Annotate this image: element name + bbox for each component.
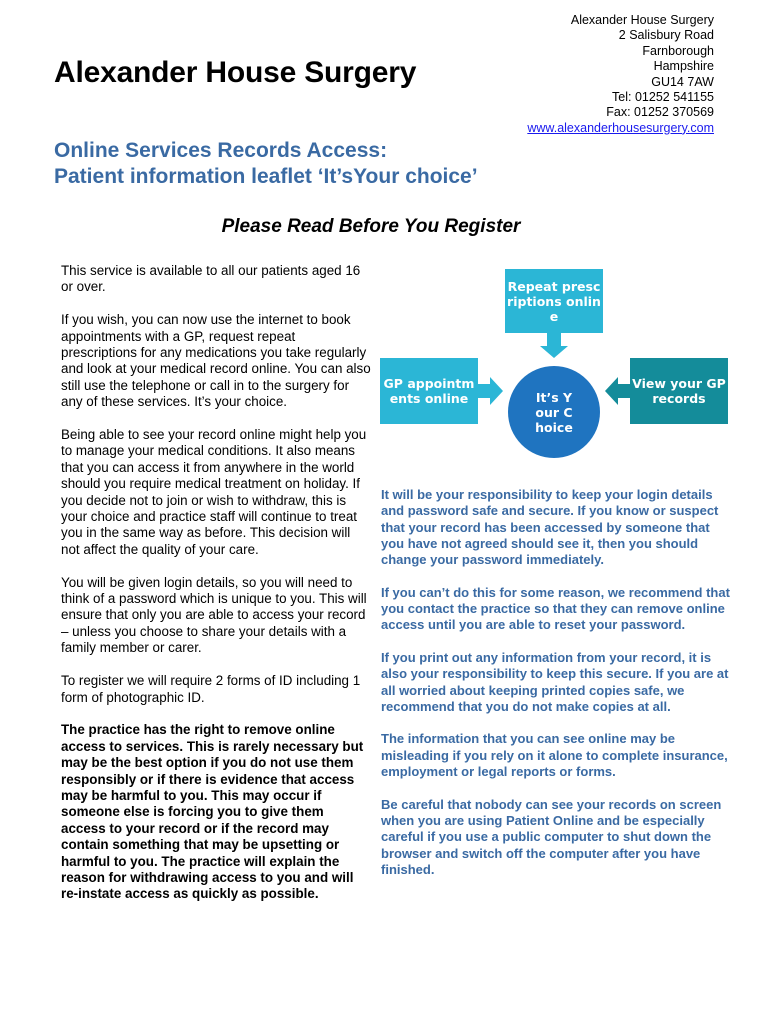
page-title: Alexander House Surgery — [54, 56, 417, 89]
your-choice-circle — [508, 366, 600, 458]
read-notice: Please Read Before You Register — [221, 216, 521, 237]
subtitle-line-2: Patient information leaflet ‘It’sYour choice’ — [54, 165, 478, 188]
address-postcode: GU14 7AW — [651, 74, 714, 89]
address-fax: Fax: 01252 370569 — [606, 105, 714, 120]
paragraph-contact-practice: If you can’t do this for some reason, we recommend that you contact the practice so that they can remove online access until you are able to reset your password. — [381, 584, 730, 633]
paragraph-registration-id: To register we will require 2 forms of ID including 1 form of photographic ID. — [61, 673, 361, 705]
address-county: Hampshire — [653, 59, 714, 74]
paragraph-login: You will be given login details, so you will need to think of a password which is unique to you. This will ensure that only you are able to access your record – unless you choose to share your details with a family member or carer. — [61, 574, 367, 656]
right-column — [381, 487, 731, 894]
arrow-down — [540, 333, 568, 358]
subtitle-line-1: Online Services Records Access: — [54, 139, 388, 162]
paragraph-services: If you wish, you can now use the internet to book appointments with a GP, request repeat prescriptions for any medications you take regularly and look at your medical record online. You can also still use the telephone or call in to the surgery for any of these services. It’s your choice. — [61, 312, 371, 410]
address-name: Alexander House Surgery — [570, 13, 714, 27]
website-link[interactable]: www.alexanderhousesurgery.com — [527, 120, 714, 135]
address-street: 2 Salisbury Road — [618, 28, 714, 43]
your-choice-label: It’s Your Choice — [535, 389, 573, 435]
gp-appointments-box — [380, 358, 478, 424]
paragraph-misleading-info: The information that you can see online may be misleading if you rely on it alone to complete insurance, employment or legal reports or forms. — [381, 731, 728, 780]
view-records-box — [630, 358, 728, 424]
paragraph-public-computer: Be careful that nobody can see your records on screen when you are using Patient Online and be especially careful if you use a public computer to shut down the browser and switch off the computer after you have finished. — [381, 796, 722, 877]
repeat-prescriptions-box — [505, 269, 603, 333]
gp-appointments-label: GP appointments online — [383, 376, 475, 406]
paragraph-benefits: Being able to see your record online might help you to manage your medical conditions. It also means that you can access it from anywhere in the world should you require medical treatment on holiday. If you decide not to join or wish to withdraw, this is your choice and practice staff will continue to treat you in the same way as before. This decision will not affect the quality of your care. — [61, 427, 367, 557]
repeat-prescriptions-label: Repeat prescriptions online — [507, 278, 601, 324]
paragraph-access-removal: The practice has the right to remove online access to services. This is rarely necessary but may be the best option if you do not use them responsibly or if there is evidence that access may be harmful to you. This may occur if someone else is forcing you to give them access to your record or if the record may contain something that may be upsetting or harmful to you. The practice will explain the reason for withdrawing access to you and will re-instate access as quickly as possible. — [61, 722, 364, 902]
arrow-left — [605, 377, 630, 405]
address-tel: Tel: 01252 541155 — [612, 90, 714, 105]
arrow-right — [478, 377, 503, 405]
paragraph-password-security: It will be your responsibility to keep your login details and password safe and secure. If you know or suspect that your record has been accessed by someone that you have not agreed should see it, then you should change your password immediately. — [381, 487, 719, 568]
view-records-label: View your GP records — [632, 376, 726, 406]
address-town: Farnborough — [642, 43, 714, 58]
paragraph-printed-copies: If you print out any information from your record, it is also your responsibility to keep this secure. If you are at all worried about keeping printed copies safe, we recommend that you do not make copies at all. — [381, 649, 729, 714]
paragraph-eligibility: This service is available to all our patients aged 16 or over. — [61, 263, 361, 295]
